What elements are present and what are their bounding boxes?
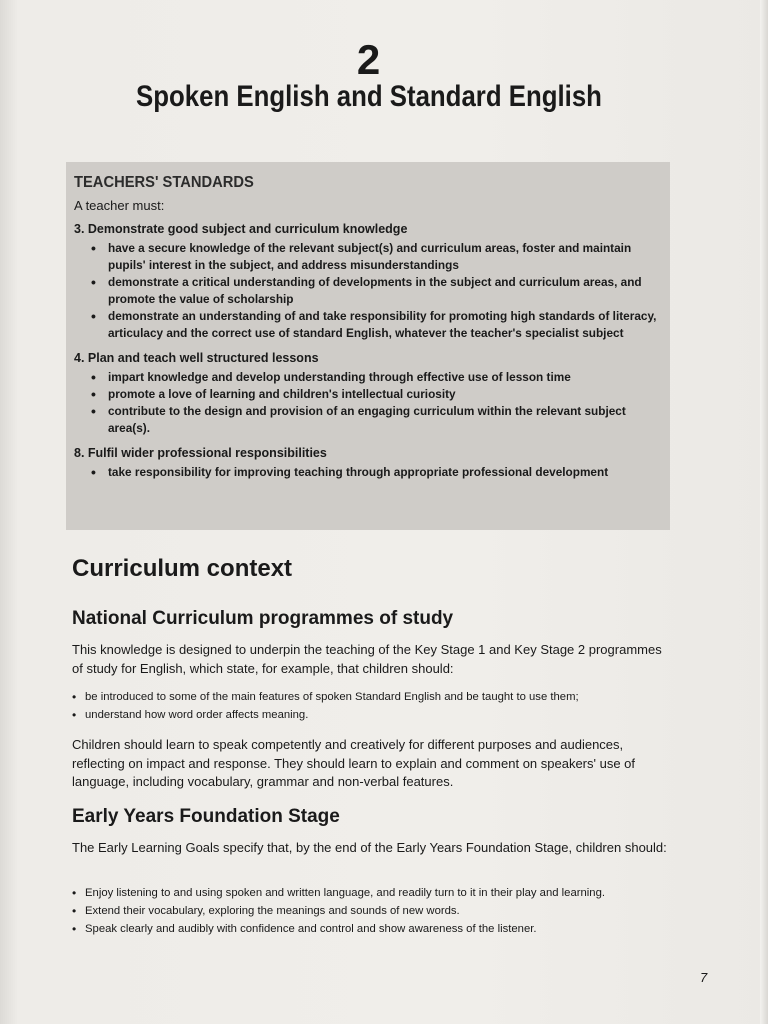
standards-heading: TEACHERS' STANDARDS	[74, 174, 254, 191]
standards-section-title: 4. Plan and teach well structured lessons	[74, 351, 319, 365]
standards-bullet-list	[74, 240, 664, 342]
standards-section	[74, 350, 664, 437]
standards-bullet: • demonstrate an understanding of and take responsibility for promoting high standards of literacy, articulacy and the correct use of standard English, whatever the teacher's specialist subject	[91, 308, 664, 342]
standards-bullet: • demonstrate a critical understanding of developments in the subject and curriculum areas, and promote the value of scholarship	[91, 274, 664, 308]
standards-bullet-list	[74, 464, 664, 481]
page-number: 7	[700, 970, 708, 985]
chapter-title: Spoken English and Standard English	[136, 80, 602, 113]
standards-bullet: • have a secure knowledge of the relevant subject(s) and curriculum areas, foster and maintain pupils' interest in the subject, and address misunderstandings	[91, 240, 664, 274]
list-item: • be introduced to some of the main features of spoken Standard English and be taught to use them;	[72, 688, 672, 706]
standards-section-title: 3. Demonstrate good subject and curriculum knowledge	[74, 222, 408, 236]
standards-bullet: • take responsibility for improving teaching through appropriate professional development	[91, 464, 664, 481]
standards-bullet: • contribute to the design and provision of an engaging curriculum within the relevant subject area(s).	[91, 403, 664, 437]
standards-bullet: • promote a love of learning and children's intellectual curiosity	[91, 386, 664, 403]
standards-section	[74, 445, 664, 481]
standards-section-title: 8. Fulfil wider professional responsibilities	[74, 446, 327, 460]
curriculum-heading: Curriculum context	[72, 555, 293, 582]
eyfs-heading: Early Years Foundation Stage	[72, 806, 340, 827]
page-edge	[760, 0, 768, 1024]
national-curriculum-paragraph: Children should learn to speak competently and creatively for different purposes and audiences, reflecting on impact and response. They should learn to explain and comment on speakers' use of language, including vocabulary, grammar and non-verbal features.	[72, 737, 636, 789]
standards-intro: A teacher must:	[74, 198, 165, 213]
standards-section	[74, 221, 664, 342]
national-curriculum-heading: National Curriculum programmes of study	[72, 608, 454, 629]
national-curriculum-intro: This knowledge is designed to underpin the teaching of the Key Stage 1 and Key Stage 2 programmes of study for English, which state, for example, that children should:	[72, 642, 662, 676]
standards-bullet-list	[74, 369, 664, 437]
list-item: • Enjoy listening to and using spoken and written language, and readily turn to it in their play and learning.	[72, 884, 672, 902]
standards-panel	[74, 174, 664, 489]
chapter-number: 2	[356, 36, 382, 83]
eyfs-bullets	[72, 884, 672, 938]
list-item: • understand how word order affects meaning.	[72, 706, 672, 724]
list-item: • Extend their vocabulary, exploring the meanings and sounds of new words.	[72, 902, 672, 920]
national-curriculum-bullets	[72, 688, 672, 724]
list-item: • Speak clearly and audibly with confidence and control and show awareness of the listener.	[72, 920, 672, 938]
eyfs-intro: The Early Learning Goals specify that, by the end of the Early Years Foundation Stage, children should:	[72, 840, 667, 855]
standards-bullet: • impart knowledge and develop understanding through effective use of lesson time	[91, 369, 664, 386]
